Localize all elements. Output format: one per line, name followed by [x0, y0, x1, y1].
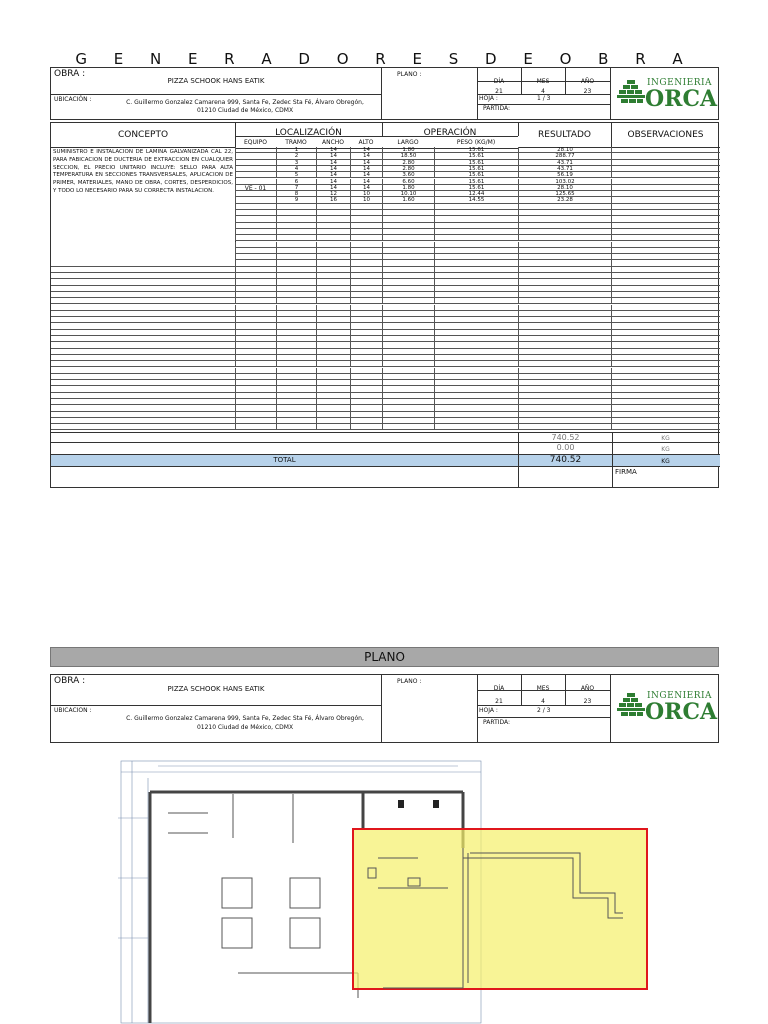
col-localizacion: LOCALIZACIÓN: [275, 128, 342, 138]
sheet2-orca-logo: [611, 675, 719, 743]
floor-plan: [118, 758, 678, 1024]
table-cell: 12.44: [434, 191, 518, 197]
firma-label: FIRMA: [615, 468, 637, 476]
table-cell: 14.55: [434, 197, 518, 203]
subtotal2-unit: KG: [661, 446, 670, 453]
sheet2-ubicacion-cell: [51, 705, 382, 743]
col-tramo: TRAMO: [285, 139, 307, 146]
sheet2-mes-label: MES: [536, 685, 550, 692]
mes-value: 4: [541, 88, 545, 95]
table-cell: 23.28: [518, 197, 611, 203]
table-cell: 14: [316, 160, 350, 166]
table-cell: 7: [276, 185, 316, 191]
col-resultado: RESULTADO: [538, 130, 591, 140]
table-cell: 14: [316, 147, 350, 153]
hoja-value: 1 / 3: [537, 95, 551, 102]
table-cell: 15.61: [434, 172, 518, 178]
date-grid: [477, 68, 610, 120]
table-cell: 16: [316, 197, 350, 203]
sheet-title: G E N E R A D O R E S D E O B R A: [75, 50, 694, 68]
logo-line2: ORCA: [645, 86, 718, 112]
table-cell: 15.61: [434, 179, 518, 185]
ubicacion-cell: [51, 94, 382, 120]
table-cell: [316, 424, 350, 430]
table-cell: 15.61: [434, 166, 518, 172]
table-cell: 1.80: [382, 185, 434, 191]
sheet2-ano-value: 23: [583, 698, 592, 705]
subtotal1-unit: KG: [661, 435, 670, 442]
table-cell: 15.61: [434, 185, 518, 191]
table-cell: 15.61: [434, 160, 518, 166]
sheet2-partida-label: PARTIDA:: [483, 719, 511, 726]
sheet1-header: [50, 67, 719, 120]
table-cell: 28.10: [518, 147, 611, 153]
plano-label: PLANO :: [397, 71, 422, 78]
total-value: 740.52: [518, 455, 613, 466]
col-concepto: CONCEPTO: [117, 130, 169, 140]
table-cell: 125.65: [518, 191, 611, 197]
table-cell: [51, 424, 235, 430]
sheet2-ubicacion-label: UBICACION :: [54, 707, 92, 714]
table-cell: 2.80: [382, 166, 434, 172]
table-cell: 6: [276, 179, 316, 185]
ubicacion-line1: C. Guillermo Gonzalez Camarena 999, Santa Fe, Zedec Sta Fé, Álvaro Obregón,: [126, 99, 364, 106]
obra-label: OBRA :: [54, 69, 86, 79]
table-cell: 5: [276, 172, 316, 178]
table-cell: 14: [316, 153, 350, 159]
mes-label: MES: [536, 78, 550, 85]
col-operacion: OPERACIÓN: [423, 128, 477, 138]
subtotal2-value: 0.00: [518, 443, 613, 455]
sheet2-obra-cell: [51, 675, 382, 706]
col-largo: LARGO: [397, 139, 419, 146]
table-cell: 3: [276, 160, 316, 166]
sheet2-plano-cell: [381, 675, 478, 743]
total-unit: KG: [661, 458, 670, 465]
table-cell: 28.10: [518, 185, 611, 191]
table-cell: 4: [276, 166, 316, 172]
table-cell: [276, 424, 316, 430]
table-cell: [235, 424, 276, 430]
table-cell: 14: [350, 166, 382, 172]
table-cell: 9: [276, 197, 316, 203]
table-cell: 14: [350, 179, 382, 185]
concepto-text: SUMINISTRO E INSTALACION DE LAMINA GALVANIZADA CAL 22, PARA FABICACION DE DUCTERIA DE EXTRACCION EN CUALQUIER SECCION, EL PRECIO UNITARIO INCLUYE: SELLO PARA ALTA TEMPERATURA EN SECCIONES TRANSVERSALES, APLICACION DE PRIMER, MATERIALES, MANO DE OBRA, CORTES, DESPERDICIOS, Y TODO LO NECESARIO PARA SU CORRECTA INSTALACION.: [53, 149, 233, 194]
table-cell: 103.02: [518, 179, 611, 185]
table-cell: 18.50: [382, 153, 434, 159]
sheet2-plano-label: PLANO :: [397, 678, 422, 685]
table-cell: 43.71: [518, 166, 611, 172]
sheet2-header: [50, 674, 719, 743]
main-table: [50, 122, 719, 488]
table-cell: 10.10: [382, 191, 434, 197]
table-row: [51, 424, 720, 430]
col-observaciones: OBSERVACIONES: [627, 130, 704, 140]
table-cell: 15.61: [434, 153, 518, 159]
table-cell: 2: [276, 153, 316, 159]
logo-line1: INGENIERIA: [647, 78, 713, 88]
concepto-cell: [51, 147, 236, 267]
table-cell: 14: [316, 179, 350, 185]
table-cell: 288.77: [518, 153, 611, 159]
col-ancho: ANCHO: [321, 139, 345, 146]
sheet2-dia-value: 21: [495, 698, 503, 705]
sheet2-ano-label: AÑO: [580, 685, 595, 692]
col-equipo: EQUIPO: [243, 139, 267, 146]
table-cell: 14: [316, 172, 350, 178]
sheet2-ubicacion-line1: C. Guillermo Gonzalez Camarena 999, Santa Fe, Zedec Sta Fé, Álvaro Obregón,: [126, 715, 364, 722]
table-cell: 14: [350, 153, 382, 159]
sheet2-dia-label: DÍA: [493, 685, 505, 692]
obra-value: PIZZA SCHOOK HANS EATIK: [167, 77, 265, 85]
table-cell: 10: [350, 197, 382, 203]
table-cell: 8: [276, 191, 316, 197]
table-cell: [611, 424, 720, 430]
dia-label: DÍA: [493, 78, 505, 85]
plano-bar: PLANO: [50, 647, 719, 667]
table-cell: 15.61: [434, 147, 518, 153]
table-cell: 6.60: [382, 179, 434, 185]
sheet2-date-grid: [477, 675, 610, 743]
table-cell: 1.60: [382, 197, 434, 203]
table-cell: 14: [350, 172, 382, 178]
ubicacion-label: UBICACIÓN :: [54, 96, 92, 103]
table-cell: 14: [350, 160, 382, 166]
table-cell: [382, 424, 434, 430]
table-cell: 2.80: [382, 160, 434, 166]
sheet2-logo-line2: ORCA: [645, 699, 718, 725]
brick-icon: [617, 80, 645, 106]
sheet2-obra-value: PIZZA SCHOOK HANS EATIK: [167, 685, 265, 693]
col-peso: PESO (KG/M): [456, 139, 496, 146]
sheet2-obra-label: OBRA :: [54, 676, 86, 686]
table-cell: 14: [316, 185, 350, 191]
table-cell: 14: [350, 147, 382, 153]
table-cell: [350, 424, 382, 430]
table-cell: 1: [276, 147, 316, 153]
equipo-value: VE - 01: [244, 185, 267, 192]
table-cell: [518, 424, 611, 430]
sheet2-mes-value: 4: [541, 698, 545, 705]
total-label: TOTAL: [273, 456, 296, 464]
table-cell: 3.60: [382, 172, 434, 178]
sheet2-ubicacion-line2: 01210 Ciudad de México, CDMX: [196, 724, 294, 731]
ubicacion-line2: 01210 Ciudad de México, CDMX: [196, 107, 294, 114]
table-cell: 56.19: [518, 172, 611, 178]
table-cell: 10: [350, 191, 382, 197]
orca-logo: [611, 68, 719, 120]
subtotal1-value: 740.52: [518, 433, 613, 443]
sheet2-brick-icon: [617, 693, 645, 719]
table-cell: 14: [316, 166, 350, 172]
dia-value: 21: [495, 88, 503, 95]
plano-cell: [381, 68, 478, 120]
ano-value: 23: [583, 88, 592, 95]
table-cell: 12: [316, 191, 350, 197]
total-row: [51, 454, 720, 467]
sheet2-hoja-label: HOJA :: [479, 707, 498, 714]
sheet2-logo-line1: INGENIERIA: [647, 691, 713, 701]
sheet2-hoja-value: 2 / 3: [537, 707, 551, 714]
table-cell: [434, 424, 518, 430]
partida-label: PARTIDA:: [483, 105, 511, 112]
ano-label: AÑO: [580, 78, 595, 85]
obra-cell: [51, 68, 382, 95]
col-alto: ALTO: [358, 139, 374, 146]
table-cell: 14: [350, 185, 382, 191]
table-cell: 43.71: [518, 160, 611, 166]
firma-spacer: [518, 465, 613, 488]
hoja-label: HOJA :: [479, 95, 498, 102]
table-cell: 1.80: [382, 147, 434, 153]
